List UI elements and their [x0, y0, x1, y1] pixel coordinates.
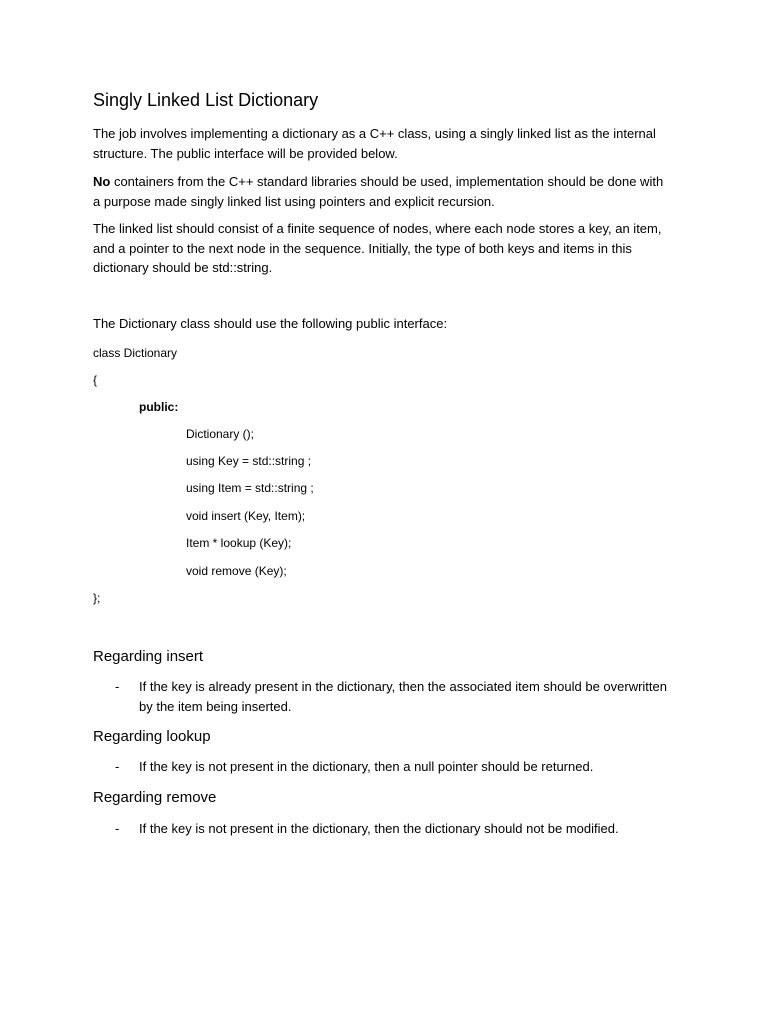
code-open-brace: { [93, 373, 98, 387]
bullet-marker: - [115, 821, 120, 836]
code-member-line: Item * lookup (Key); [186, 536, 292, 550]
no-containers-paragraph [93, 172, 673, 211]
intro-paragraph: The job involves implementing a dictionary as a C++ class, using a singly linked list as the internal structure. The public interface will be provided below. [93, 126, 656, 161]
bullet-marker: - [115, 679, 120, 694]
code-member-line: using Item = std::string ; [186, 481, 314, 495]
code-member-line: using Key = std::string ; [186, 454, 312, 468]
code-close-brace: }; [93, 591, 101, 605]
code-member-line: void insert (Key, Item); [186, 509, 306, 523]
heading-insert: Regarding insert [93, 648, 204, 665]
document-title: Singly Linked List Dictionary [93, 90, 319, 110]
code-public-label: public: [139, 400, 179, 414]
heading-remove: Regarding remove [93, 789, 217, 806]
no-containers-text: containers from the C++ standard libraries should be used, implementation should be done with a purpose made singly linked list using pointers and explicit recursion. [93, 174, 664, 209]
interface-intro: The Dictionary class should use the following public interface: [93, 316, 448, 331]
remove-bullet: If the key is not present in the dictionary, then the dictionary should not be modified. [139, 821, 619, 836]
bullet-marker: - [115, 759, 120, 774]
code-member-line: Dictionary (); [186, 427, 255, 441]
code-member-line: void remove (Key); [186, 564, 287, 578]
linked-list-paragraph: The linked list should consist of a finite sequence of nodes, where each node stores a key, an item, and a pointer to the next node in the sequence. Initially, the type of both keys and items in this dictionary should be std::string. [93, 221, 662, 275]
lookup-bullet: If the key is not present in the dictionary, then a null pointer should be returned. [139, 759, 594, 774]
no-emphasis: No [93, 174, 111, 189]
heading-lookup: Regarding lookup [93, 728, 211, 745]
code-class-line: class Dictionary [93, 346, 178, 360]
insert-bullet: If the key is already present in the dictionary, then the associated item should be overwritten by the item being inserted. [139, 679, 667, 714]
